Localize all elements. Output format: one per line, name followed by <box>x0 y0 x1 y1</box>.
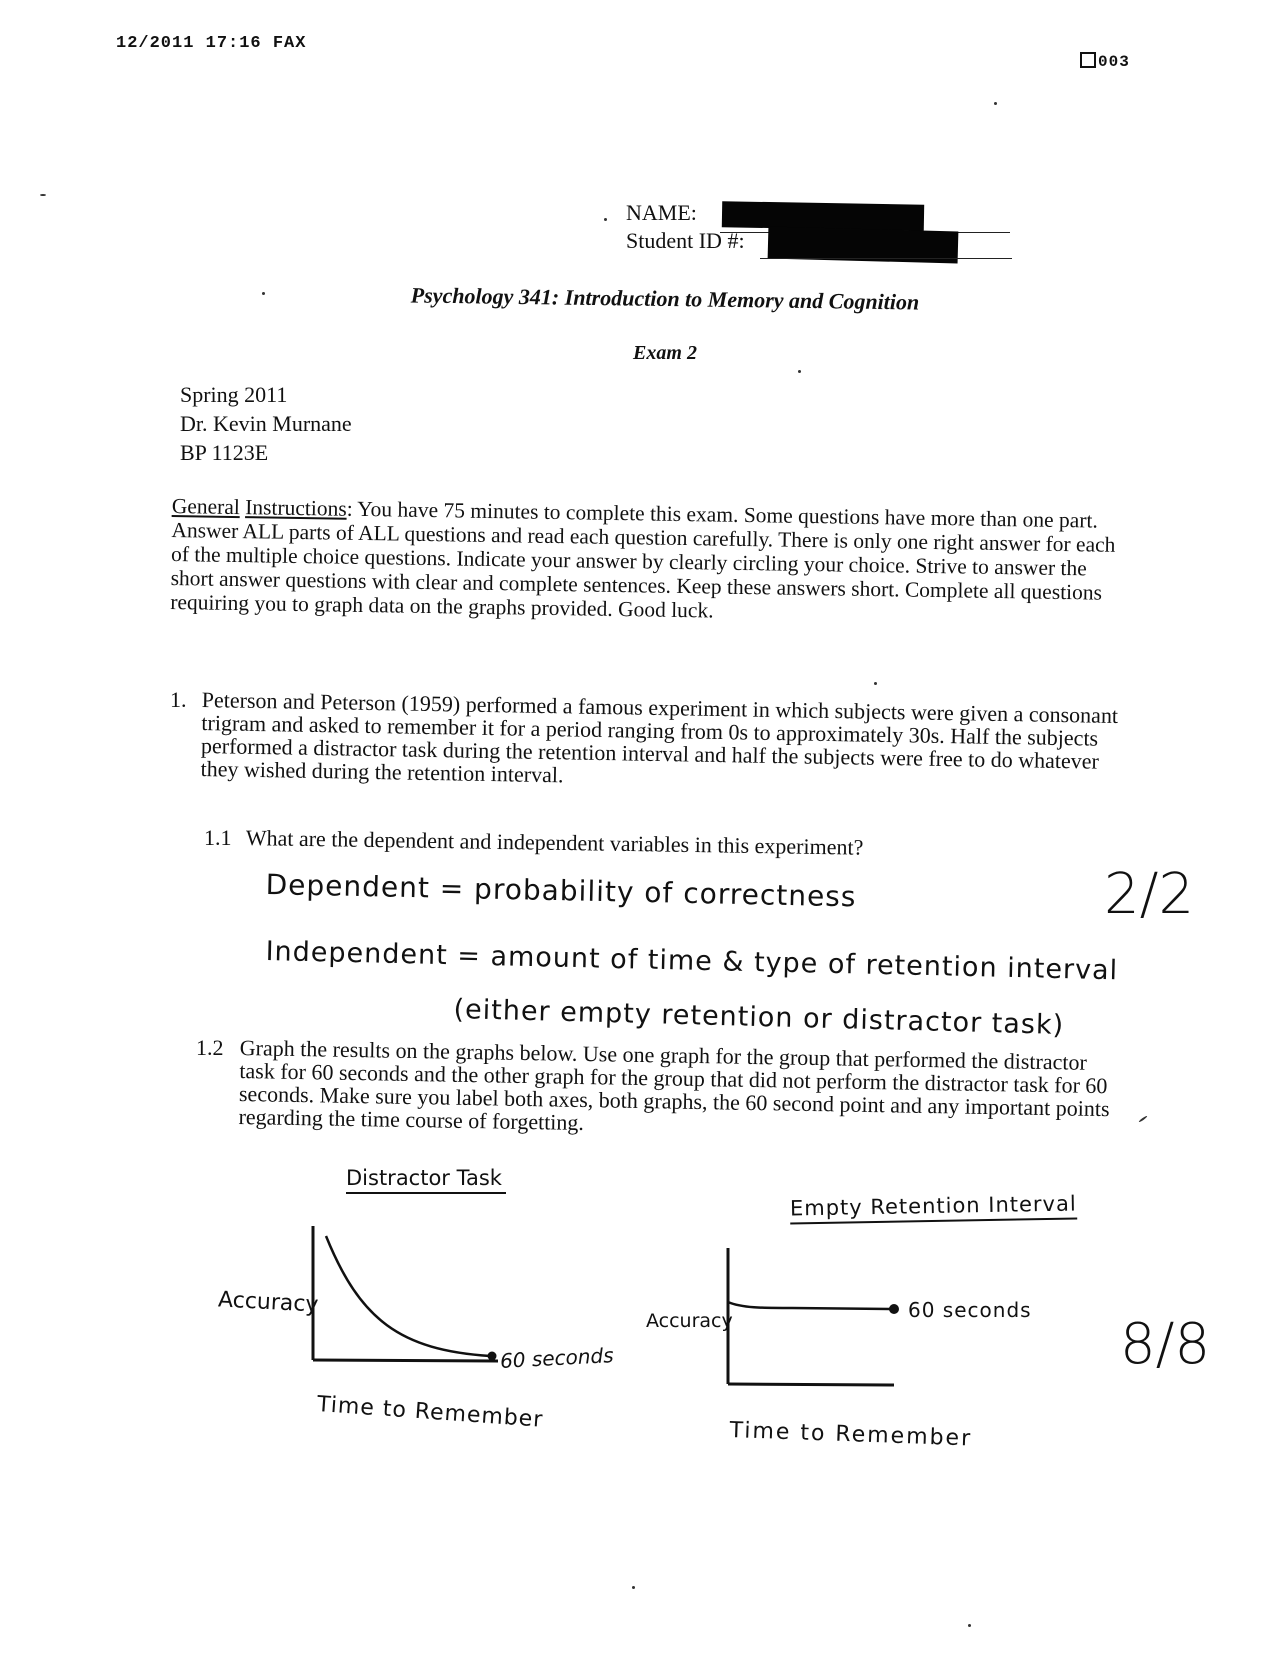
scan-speck <box>604 218 607 221</box>
question-1-2-number: 1.2 <box>196 1035 224 1060</box>
graph-left-forgetting-curve <box>326 1236 490 1356</box>
graph-left-x-label: Time to Remember <box>316 1392 545 1433</box>
instructions-heading-2: Instructions <box>245 495 347 521</box>
fax-stamp: 12/2011 17:16 FAX <box>116 34 307 53</box>
question-1-text: Peterson and Peterson (1959) performed a famous experiment in which subjects were given a consonant trigram and asked to remember it for a period ranging from 0s to approximately 30s. Half the subjects performed a distractor task during the retention interval and half the subjects were free to do whatever they wished during the retention interval. <box>200 687 1119 788</box>
answer-independent-line-1: Independent = amount of time & type of retention interval <box>265 936 1119 987</box>
graph-left-plot <box>300 1220 500 1372</box>
student-id-label: Student ID #: <box>626 228 745 253</box>
graph-left-y-label: Accuracy <box>217 1287 320 1318</box>
general-instructions <box>170 494 1120 629</box>
scan-speck <box>874 682 877 685</box>
scan-speck <box>262 292 265 295</box>
score-q1-2: 8/8 <box>1120 1312 1211 1377</box>
scan-speck <box>1138 1115 1147 1122</box>
scan-speck <box>968 1624 971 1627</box>
graph-right-plot <box>722 1244 922 1404</box>
instructions-body: : You have 75 minutes to complete this exam. Some questions have more than one part. Answer ALL parts of ALL questions and read each question carefully. There is only one right answer for each of the multiple choice questions. Indicate your answer by clearly circling your choice. Strive to answer the short answer questions with clear and complete sentences. Keep these answers short. Complete all questions requiring you to graph data on the graphs provided. Good luck. <box>170 496 1116 623</box>
term: Spring 2011 <box>180 382 288 407</box>
scan-speck <box>994 102 997 105</box>
exam-title: Exam 2 <box>633 342 697 364</box>
graph-right-retention-line <box>728 1302 892 1309</box>
graph-right-x-axis <box>728 1384 894 1385</box>
graph-right-y-label: Accuracy <box>646 1310 733 1332</box>
room: BP 1123E <box>180 440 269 465</box>
answer-dependent: Dependent = probability of correctness <box>265 868 857 914</box>
name-redaction <box>722 201 924 231</box>
scan-speck <box>40 194 46 196</box>
graph-right-title: Empty Retention Interval <box>790 1191 1077 1224</box>
page-code <box>1080 52 1130 71</box>
question-1-1-number: 1.1 <box>204 825 232 850</box>
course-info <box>180 380 352 467</box>
graph-left-title: Distractor Task <box>346 1166 506 1194</box>
score-q1-1: 2/2 <box>1104 862 1195 927</box>
graph-right-point-label: 60 seconds <box>908 1298 1032 1322</box>
name-field-label: NAME: <box>626 200 697 225</box>
graph-left-60s-point <box>488 1352 497 1361</box>
instructions-heading-1: General <box>171 494 241 520</box>
fax-box-icon <box>1080 52 1096 68</box>
question-1-number: 1. <box>170 687 187 712</box>
scan-speck <box>798 370 801 373</box>
student-id-underline <box>760 258 1012 259</box>
course-title: Psychology 341: Introduction to Memory and Cognition <box>410 282 920 315</box>
instructor: Dr. Kevin Murnane <box>180 411 352 436</box>
scan-speck <box>632 1586 635 1589</box>
graph-right-60s-point <box>889 1304 899 1314</box>
question-1-2-text: Graph the results on the graphs below. Use one graph for the group that performed the distractor task for 60 seconds and the other graph for the group that did not perform the distractor task for 60 seconds. Make sure you label both axes, both graphs, the 60 second point and any important points regarding the time course of forgetting. <box>238 1035 1110 1136</box>
question-1-1-text: What are the dependent and independent variables in this experiment? <box>245 825 864 860</box>
page-code-number: 003 <box>1098 53 1130 71</box>
graph-left-point-label: 60 seconds <box>499 1343 615 1373</box>
graph-right-x-label: Time to Remember <box>729 1418 973 1452</box>
graph-left-x-axis <box>313 1360 498 1361</box>
answer-independent-line-2: (either empty retention or distractor task) <box>453 994 1065 1041</box>
